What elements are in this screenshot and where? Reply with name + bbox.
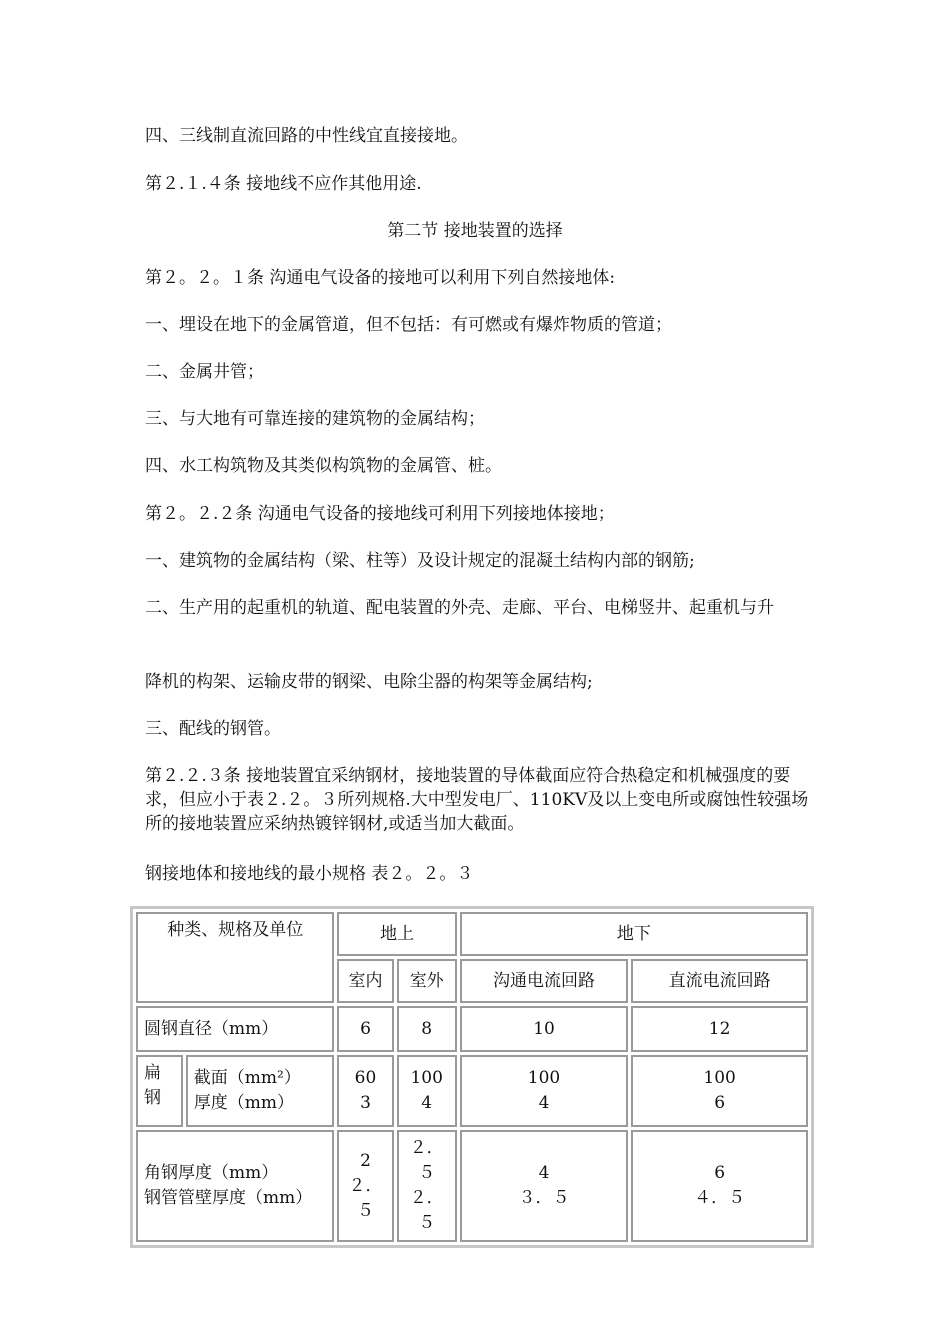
value: 3 <box>360 1093 371 1113</box>
header-dc-circuit: 直流电流回路 <box>631 959 808 1003</box>
list-item-building: 一、建筑物的金属结构（梁、柱等）及设计规定的混凝土结构内部的钢筋; <box>145 551 695 571</box>
clause-2-1-4: 第２.１.４条 接地线不应作其他用途. <box>145 174 422 194</box>
header-indoor: 室内 <box>337 959 393 1003</box>
value: ２．５ <box>409 1188 444 1233</box>
row-label-angle-pipe <box>136 1130 334 1242</box>
min-spec-table <box>130 906 814 1248</box>
sublabel-section: 截面（mm²） <box>193 1068 301 1088</box>
value: 6 <box>714 1163 726 1183</box>
section-title: 第二节 接地装置的选择 <box>387 221 563 241</box>
cell-angle-indoor <box>337 1130 393 1242</box>
clause-2-2-3: 第２.２.３条 接地装置宜采纳钢材，接地装置的导体截面应符合热稳定和机械强度的要求，但应小于表２.２。３所列规格.大中型发电厂、110KV及以上变电所或腐蚀性较强场所的接地装置应采纳热镀锌钢材,或适当加大截面。 <box>145 766 809 834</box>
value: 60 <box>354 1068 377 1088</box>
row-label-round-steel: 圆钢直径（mm） <box>136 1006 334 1052</box>
cell-round-indoor: 6 <box>337 1006 393 1052</box>
value: 100 <box>410 1068 443 1088</box>
cell-round-dc: 12 <box>631 1006 808 1052</box>
value: ４．５ <box>694 1188 746 1208</box>
clause-2-2-2: 第２。２.２条 沟通电气设备的接地线可利用下列接地体接地； <box>145 504 615 524</box>
cell-round-ac: 10 <box>460 1006 628 1052</box>
header-below-ground: 地下 <box>460 912 808 956</box>
value: ２．５ <box>409 1138 444 1183</box>
table-row <box>136 1006 808 1052</box>
value: ２．５ <box>348 1175 383 1221</box>
cell-flat-indoor <box>337 1055 393 1127</box>
table-header-row-1 <box>136 912 808 956</box>
cell-angle-ac <box>460 1130 628 1242</box>
header-kind: 种类、规格及单位 <box>136 912 334 1003</box>
list-item-2: 二、金属井管； <box>145 362 264 382</box>
value: 4 <box>421 1093 433 1113</box>
cell-round-outdoor: 8 <box>397 1006 457 1052</box>
label-pipe-wall-thickness: 钢管管壁厚度（mm） <box>144 1188 313 1208</box>
label-angle-thickness: 角钢厚度（mm） <box>144 1163 279 1183</box>
value: ３．５ <box>518 1188 570 1208</box>
list-item-3: 三、与大地有可靠连接的建筑物的金属结构； <box>145 409 485 429</box>
clause-2-2-1: 第２。２。１条 沟通电气设备的接地可以利用下列自然接地体: <box>145 268 616 288</box>
value: 2 <box>360 1150 371 1171</box>
table-row <box>136 1055 808 1127</box>
sublabel-thickness: 厚度（mm） <box>193 1093 295 1113</box>
table-row <box>136 1130 808 1242</box>
value: 4 <box>538 1163 550 1183</box>
value: 100 <box>527 1068 561 1088</box>
value: 100 <box>703 1068 736 1088</box>
cell-flat-dc <box>631 1055 808 1127</box>
cell-angle-dc <box>631 1130 808 1242</box>
header-outdoor: 室外 <box>397 959 457 1003</box>
list-item-4: 四、水工构筑物及其类似构筑物的金属管、桩。 <box>145 456 502 476</box>
list-item-1: 一、埋设在地下的金属管道，但不包括：有可燃或有爆炸物质的管道； <box>145 315 672 335</box>
list-item-crane-cont: 降机的构架、运输皮带的钢梁、电除尘器的构架等金属结构; <box>145 672 593 692</box>
header-above-ground: 地上 <box>337 912 456 956</box>
cell-flat-outdoor <box>397 1055 457 1127</box>
cell-flat-ac <box>460 1055 628 1127</box>
value: 6 <box>714 1093 726 1113</box>
list-item-crane: 二、生产用的起重机的轨道、配电装置的外壳、走廊、平台、电梯竖井、起重机与升 <box>145 598 774 618</box>
cell-angle-outdoor <box>397 1130 457 1242</box>
list-item-conduit: 三、配线的钢管。 <box>145 719 281 739</box>
paragraph-neutral-line: 四、三线制直流回路的中性线宜直接接地。 <box>145 126 468 146</box>
value: 4 <box>538 1093 550 1113</box>
table-caption: 钢接地体和接地线的最小规格 表２。２。３ <box>145 864 474 884</box>
row-sublabels-flat-steel <box>186 1055 335 1127</box>
row-label-flat-steel: 扁钢 <box>136 1055 183 1127</box>
header-ac-circuit: 沟通电流回路 <box>460 959 628 1003</box>
